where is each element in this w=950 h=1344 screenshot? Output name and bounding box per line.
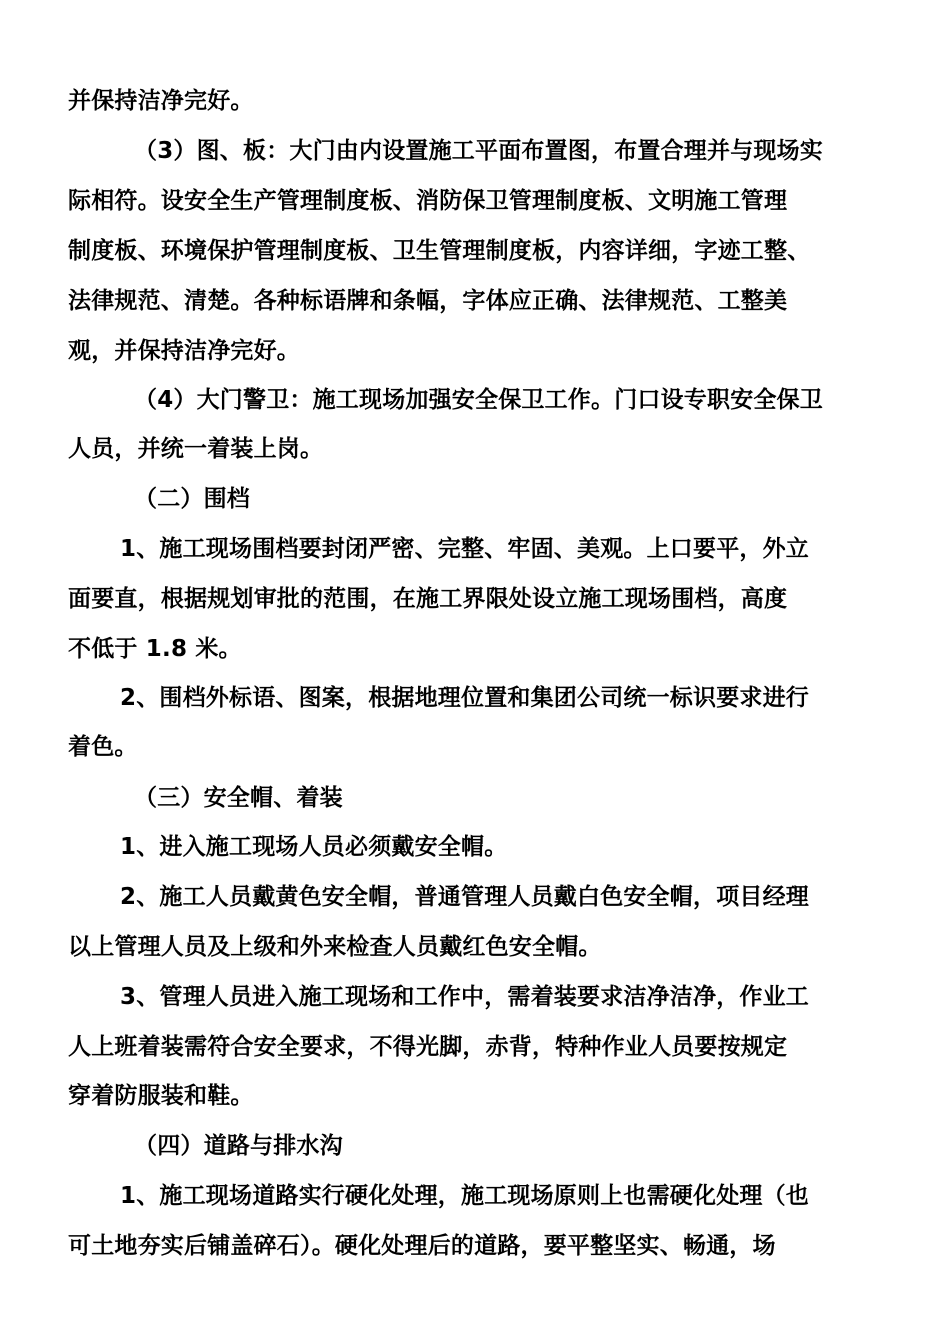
text-line: 穿着防服装和鞋。 — [68, 1083, 254, 1109]
text-line: 着色。 — [68, 734, 138, 760]
text-line: 人上班着装需符合安全要求，不得光脚，赤背，特种作业人员要按规定 — [68, 1034, 788, 1060]
text-line: （4）大门警卫：施工现场加强安全保卫工作。门口设专职安全保卫 — [134, 387, 824, 413]
section-heading: （三）安全帽、着装 — [134, 785, 343, 811]
text-line: 1、进入施工现场人员必须戴安全帽。 — [120, 834, 508, 860]
text-line: 际相符。设安全生产管理制度板、消防保卫管理制度板、文明施工管理 — [68, 188, 788, 214]
text-line: 1、施工现场道路实行硬化处理，施工现场原则上也需硬化处理（也 — [120, 1183, 810, 1209]
section-heading: （二）围档 — [134, 486, 250, 512]
text-line: 2、施工人员戴黄色安全帽，普通管理人员戴白色安全帽，项目经理 — [120, 884, 810, 910]
text-line: 观，并保持洁净完好。 — [68, 338, 300, 364]
text-line: 2、围档外标语、图案，根据地理位置和集团公司统一标识要求进行 — [120, 685, 810, 711]
text-line: 人员，并统一着装上岗。 — [68, 436, 324, 462]
text-line: 3、管理人员进入施工现场和工作中，需着装要求洁净洁净，作业工 — [120, 984, 810, 1010]
section-heading: （四）道路与排水沟 — [134, 1133, 343, 1159]
text-line: 法律规范、清楚。各种标语牌和条幅，字体应正确、法律规范、工整美 — [68, 288, 788, 314]
text-line: 1、施工现场围档要封闭严密、完整、牢固、美观。上口要平，外立 — [120, 536, 810, 562]
text-line: 可土地夯实后铺盖碎石）。硬化处理后的道路，要平整坚实、畅通，场 — [68, 1233, 776, 1259]
text-line: （3）图、板：大门由内设置施工平面布置图，布置合理并与现场实 — [134, 138, 824, 164]
text-line: 并保持洁净完好。 — [68, 88, 254, 114]
text-line: 不低于 1.8 米。 — [68, 636, 242, 662]
text-line: 制度板、环境保护管理制度板、卫生管理制度板，内容详细，字迹工整、 — [68, 238, 811, 264]
text-line: 以上管理人员及上级和外来检查人员戴红色安全帽。 — [68, 934, 602, 960]
text-line: 面要直，根据规划审批的范围，在施工界限处设立施工现场围档，高度 — [68, 586, 788, 612]
